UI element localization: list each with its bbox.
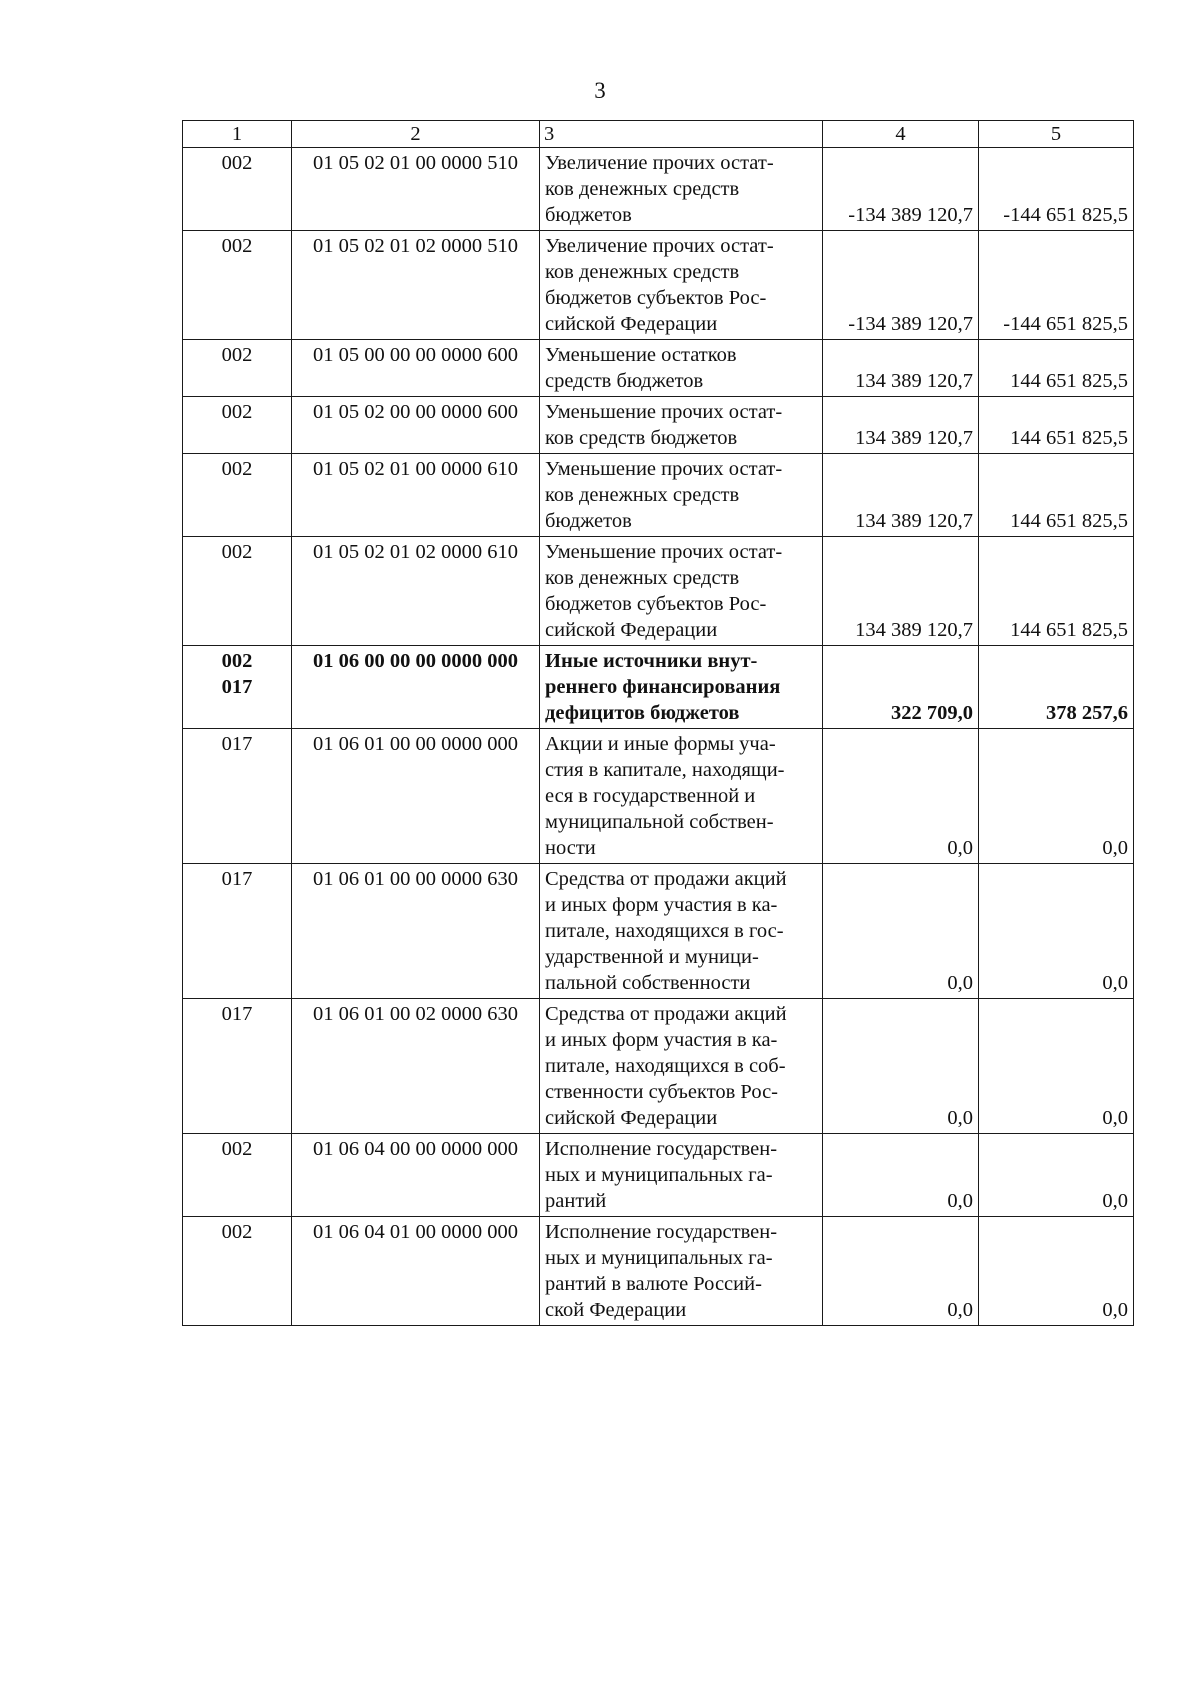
admin-code-cell: 002 — [183, 537, 292, 646]
source-name-cell: Акции и иные формы уча- стия в капитале, находящи- еся в государственной и муниципальной собствен- ности — [540, 729, 823, 864]
amount-year2-cell: 144 651 825,5 — [979, 397, 1134, 454]
admin-code-cell: 017 — [183, 729, 292, 864]
budget-code-cell: 01 05 02 01 02 0000 510 — [292, 231, 540, 340]
source-name-cell: Исполнение государствен- ных и муниципальных га- рантий — [540, 1134, 823, 1217]
budget-code-cell: 01 05 00 00 00 0000 600 — [292, 340, 540, 397]
amount-year2-cell: 0,0 — [979, 1134, 1134, 1217]
amount-year2-cell: 378 257,6 — [979, 646, 1134, 729]
table-row — [183, 646, 1134, 729]
admin-code-cell: 002 — [183, 454, 292, 537]
source-name-cell: Уменьшение остатков средств бюджетов — [540, 340, 823, 397]
admin-code-cell: 002 — [183, 1134, 292, 1217]
column-header: 4 — [823, 121, 979, 148]
amount-year2-cell: 144 651 825,5 — [979, 340, 1134, 397]
amount-year2-cell: 144 651 825,5 — [979, 537, 1134, 646]
budget-code-cell: 01 06 04 01 00 0000 000 — [292, 1217, 540, 1326]
admin-code-cell: 017 — [183, 999, 292, 1134]
admin-code-cell: 002 017 — [183, 646, 292, 729]
budget-code-cell: 01 06 01 00 00 0000 630 — [292, 864, 540, 999]
column-header: 3 — [540, 121, 823, 148]
table-body — [183, 148, 1134, 1326]
column-header: 5 — [979, 121, 1134, 148]
column-header: 2 — [292, 121, 540, 148]
budget-code-cell: 01 06 00 00 00 0000 000 — [292, 646, 540, 729]
column-header: 1 — [183, 121, 292, 148]
amount-year2-cell: -144 651 825,5 — [979, 148, 1134, 231]
table-row — [183, 397, 1134, 454]
amount-year1-cell: 134 389 120,7 — [823, 454, 979, 537]
budget-code-cell: 01 05 02 01 02 0000 610 — [292, 537, 540, 646]
amount-year1-cell: 322 709,0 — [823, 646, 979, 729]
source-name-cell: Средства от продажи акций и иных форм участия в ка- питале, находящихся в соб- ственности субъектов Рос- сийской Федерации — [540, 999, 823, 1134]
amount-year1-cell: -134 389 120,7 — [823, 231, 979, 340]
budget-code-cell: 01 05 02 01 00 0000 510 — [292, 148, 540, 231]
table-row — [183, 999, 1134, 1134]
admin-code-cell: 017 — [183, 864, 292, 999]
budget-code-cell: 01 06 01 00 02 0000 630 — [292, 999, 540, 1134]
amount-year1-cell: 0,0 — [823, 864, 979, 999]
source-name-cell: Увеличение прочих остат- ков денежных средств бюджетов субъектов Рос- сийской Федерации — [540, 231, 823, 340]
source-name-cell: Уменьшение прочих остат- ков средств бюджетов — [540, 397, 823, 454]
budget-sources-table — [182, 120, 1134, 1326]
table-row — [183, 1217, 1134, 1326]
amount-year1-cell: 0,0 — [823, 999, 979, 1134]
amount-year1-cell: 0,0 — [823, 1134, 979, 1217]
amount-year2-cell: 0,0 — [979, 999, 1134, 1134]
amount-year1-cell: 134 389 120,7 — [823, 340, 979, 397]
table-row — [183, 454, 1134, 537]
source-name-cell: Исполнение государствен- ных и муниципальных га- рантий в валюте Россий- ской Федерации — [540, 1217, 823, 1326]
amount-year1-cell: 0,0 — [823, 729, 979, 864]
admin-code-cell: 002 — [183, 340, 292, 397]
source-name-cell: Иные источники внут- реннего финансирования дефицитов бюджетов — [540, 646, 823, 729]
source-name-cell: Увеличение прочих остат- ков денежных средств бюджетов — [540, 148, 823, 231]
table-row — [183, 231, 1134, 340]
table-header-row — [183, 121, 1134, 148]
budget-code-cell: 01 05 02 01 00 0000 610 — [292, 454, 540, 537]
amount-year1-cell: 134 389 120,7 — [823, 397, 979, 454]
table-row — [183, 340, 1134, 397]
source-name-cell: Уменьшение прочих остат- ков денежных средств бюджетов субъектов Рос- сийской Федерации — [540, 537, 823, 646]
amount-year1-cell: 0,0 — [823, 1217, 979, 1326]
amount-year1-cell: 134 389 120,7 — [823, 537, 979, 646]
table-row — [183, 537, 1134, 646]
amount-year2-cell: 144 651 825,5 — [979, 454, 1134, 537]
table-row — [183, 864, 1134, 999]
amount-year2-cell: 0,0 — [979, 864, 1134, 999]
budget-code-cell: 01 06 01 00 00 0000 000 — [292, 729, 540, 864]
budget-code-cell: 01 05 02 00 00 0000 600 — [292, 397, 540, 454]
amount-year2-cell: 0,0 — [979, 1217, 1134, 1326]
amount-year2-cell: -144 651 825,5 — [979, 231, 1134, 340]
amount-year1-cell: -134 389 120,7 — [823, 148, 979, 231]
admin-code-cell: 002 — [183, 1217, 292, 1326]
admin-code-cell: 002 — [183, 231, 292, 340]
admin-code-cell: 002 — [183, 148, 292, 231]
admin-code-cell: 002 — [183, 397, 292, 454]
page-number: 3 — [594, 78, 606, 103]
source-name-cell: Уменьшение прочих остат- ков денежных средств бюджетов — [540, 454, 823, 537]
budget-code-cell: 01 06 04 00 00 0000 000 — [292, 1134, 540, 1217]
source-name-cell: Средства от продажи акций и иных форм участия в ка- питале, находящихся в гос- ударственной и муници- пальной собственности — [540, 864, 823, 999]
amount-year2-cell: 0,0 — [979, 729, 1134, 864]
table-row — [183, 729, 1134, 864]
table-row — [183, 1134, 1134, 1217]
table-row — [183, 148, 1134, 231]
